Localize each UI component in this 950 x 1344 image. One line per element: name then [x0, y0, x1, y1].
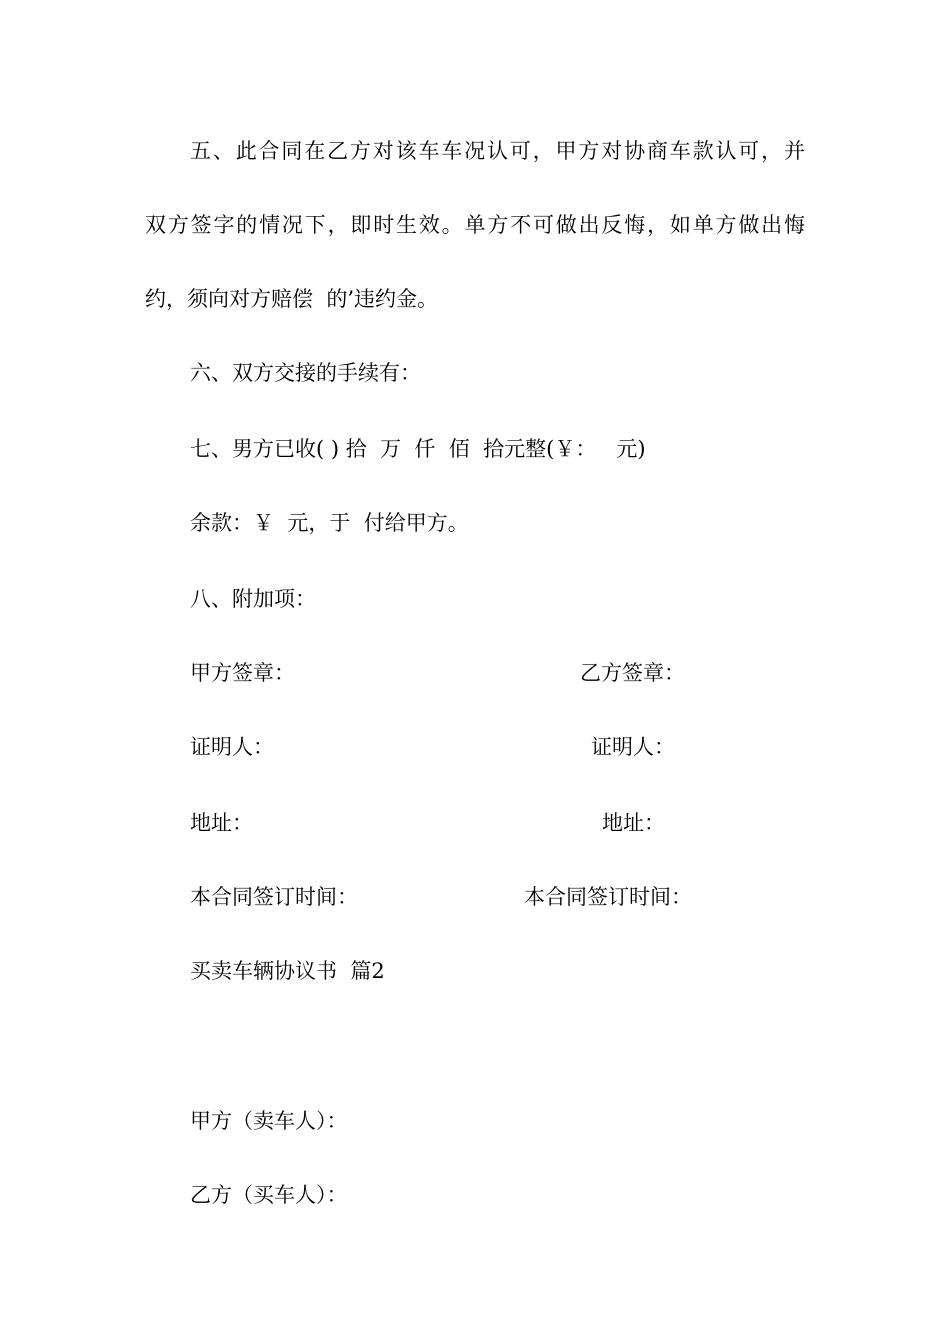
clause-5-line-3: 约，须向对方赔偿 的’违约金。: [145, 287, 439, 311]
signing-date-a-label: 本合同签订时间：: [190, 885, 358, 909]
clause-5-line-1: 五、此合同在乙方对该车车况认可，甲方对协商车款认可，并: [190, 139, 805, 163]
witness-b-label: 证明人：: [591, 735, 675, 759]
clause-7: 七、男方已收( ) 拾 万 仟 佰 拾元整(￥： 元): [190, 437, 646, 461]
clause-8: 八、附加项：: [190, 587, 316, 611]
address-b-label: 地址：: [602, 811, 665, 835]
signing-date-b-label: 本合同签订时间：: [524, 885, 692, 909]
address-a-label: 地址：: [190, 811, 253, 835]
party-b-seal-label: 乙方签章：: [580, 661, 685, 685]
witness-a-label: 证明人：: [190, 735, 274, 759]
party-b-buyer-label: 乙方（买车人）：: [190, 1183, 348, 1207]
section-2-title: 买卖车辆协议书 篇2: [190, 959, 385, 983]
clause-5-line-2: 双方签字的情况下，即时生效。单方不可做出反悔，如单方做出悔: [145, 213, 805, 237]
clause-6: 六、双方交接的手续有：: [190, 361, 421, 385]
balance-line: 余款：￥ 元，于 付给甲方。: [190, 511, 469, 535]
party-a-seal-label: 甲方签章：: [190, 661, 295, 685]
party-a-seller-label: 甲方（卖车人）：: [190, 1109, 348, 1133]
